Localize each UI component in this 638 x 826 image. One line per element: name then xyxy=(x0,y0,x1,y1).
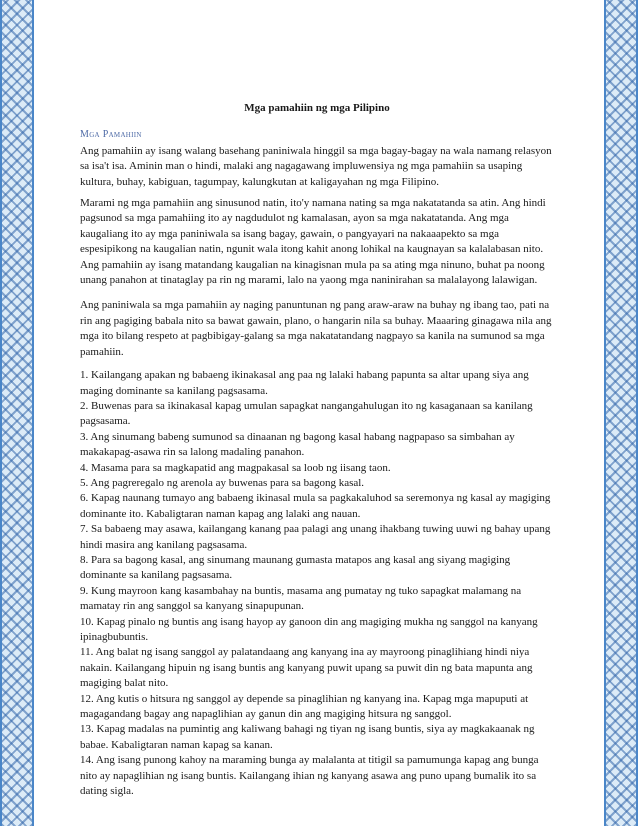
list-item: 12. Ang kutis o hitsura ng sanggol ay depende sa pinaglihian ng kanyang ina. Kapag mga mapuputi at magagandang bagay ang napaglihian ay ganun din ang magiging hitsura ng sanggol. xyxy=(80,692,529,721)
document-title: Mga pamahiin ng mga Pilipino xyxy=(244,102,390,114)
list-item: 8. Para sa bagong kasal, ang sinumang maunang gumasta matapos ang kasal ang siyang magiging dominante sa kanilang pagsasama. xyxy=(80,553,511,582)
section-heading: Mga Pamahiin xyxy=(80,129,142,141)
list-item: 7. Sa babaeng may asawa, kailangang kanang paa palagi ang unang ihakbang tuwing uuwi ng bahay upang hindi masira ang kanilang pagsasama. xyxy=(80,523,551,551)
right-decorative-border xyxy=(604,0,638,826)
document-page xyxy=(80,101,554,799)
list-item: 6. Kapag naunang tumayo ang babaeng ikinasal mula sa pagkakaluhod sa seremonya ng kasal ay magiging dominante ito. Kabaligtaran naman kapag ang lalaki ang nauan. xyxy=(80,492,551,520)
list-item: 3. Ang sinumang babeng sumunod sa dinaanan ng bagong kasal habang nagpapaso sa simbahan ay makakapag-asawa rin sa lalong madaling panahon. xyxy=(80,430,515,459)
body-paragraph-3: Ang paniniwala sa mga pamahiin ay naging panuntunan ng pang araw-araw na buhay ng ibang tao, pati na rin ang pagiging babala nito sa bawat gawain, plano, o hangarin nila sa buhay. Maaaring ginagawa nila ang mga ito bilang respeto at pagbibigay-galang sa mga nakatatandang nagpayo sa kanila na sumunod sa mga pamahiin. xyxy=(80,299,552,358)
list-item: 5. Ang pagreregalo ng arenola ay buwenas para sa bagong kasal. xyxy=(80,476,365,489)
list-item: 11. Ang balat ng isang sanggol ay palatandaang ang kanyang ina ay mayroong pinaglihiang hindi niya nakain. Kailangang hipuin ng isang buntis ang kanyang puwit upang sa puwit din ng bata mapunta ang magiging balat nito. xyxy=(80,646,533,690)
list-item: 13. Kapag madalas na pumintig ang kaliwang bahagi ng tiyan ng isang buntis, siya ay magkakaanak ng babae. Kabaligtaran naman kapag sa kanan. xyxy=(80,723,535,751)
beliefs-list xyxy=(80,368,554,799)
body-paragraph-2: Marami ng mga pamahiin ang sinusunod natin, ito'y namana nating sa mga nakatatanda sa atin. Ang hindi pagsunod sa mga pamahiing ito ay nagdudulot ng kamalasan, ayon sa mga nakatatanda. Ang mga kaugaliang ito ay mga paniniwala sa isang bagay, gawain, o pangyayari na nakaaapekto sa mga espesipikong na kaugalian natin, ngunit wala itong kahit anong lohikal na kaugnayan sa kalalabasan nito. Ang pamahiin ay isang matandang kaugalian na kinagisnan mula pa sa ating mga ninuno, buhat pa noong unang panahon at tinataglay pa rin ng marami, lalo na yaong mga naninirahan sa malalayong lalawigan. xyxy=(80,197,546,287)
list-item: 10. Kapag pinalo ng buntis ang isang hayop ay ganoon din ang magiging mukha ng sanggol na kanyang ipinagbubuntis. xyxy=(80,615,538,643)
list-item: 1. Kailangang apakan ng babaeng ikinakasal ang paa ng lalaki habang papunta sa altar upang siya ang maging dominante sa kanilang pagsasama. xyxy=(80,369,529,397)
list-item: 14. Ang isang punong kahoy na maraming bunga ay malalanta at titigil sa pamumunga kapag ang bunga nito ay napaglihian ng isang buntis. Kailangang ihian ng kanyang asawa ang puno upang bumalik ito sa dating sigla. xyxy=(80,754,539,798)
intro-paragraph: Ang pamahiin ay isang walang basehang paniniwala hinggil sa mga bagay-bagay na wala namang relasyon sa isa't isa. Aminin man o hindi, malaki ang nagagawang impluwensiya ng mga pamahiin sa usaping kultura, buhay, kabiguan, tagumpay, kalungkutan at kaligayahan ng mga Filipino. xyxy=(80,144,552,188)
list-item: 2. Buwenas para sa ikinakasal kapag umulan sapagkat nangangahulugan ito ng kasaganaan sa kanilang pagsasama. xyxy=(80,399,533,428)
list-item: 4. Masama para sa magkapatid ang magpakasal sa loob ng iisang taon. xyxy=(80,461,391,474)
list-item: 9. Kung mayroon kang kasambahay na buntis, masama ang pumatay ng tuko sapagkat malamang na mamatay rin ang sanggol sa kanyang sinapupunan. xyxy=(80,584,522,613)
left-decorative-border xyxy=(0,0,34,826)
